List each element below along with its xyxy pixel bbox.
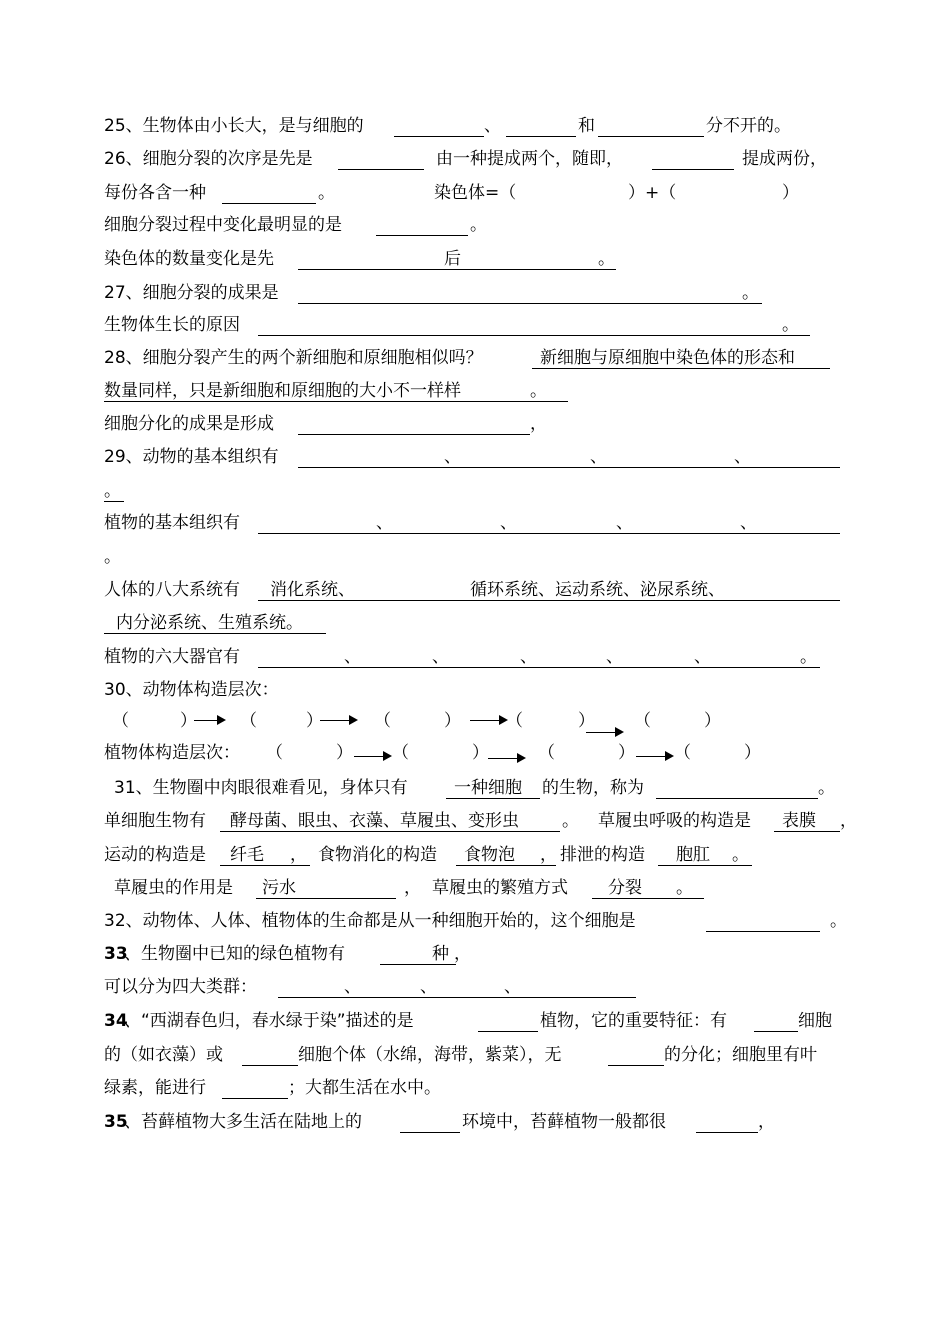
q26-dot: 。	[318, 183, 335, 203]
q26-line4	[0, 246, 950, 272]
q29-dot: 。	[104, 481, 121, 501]
q26-change-end: 。	[470, 215, 487, 235]
q34-cell: 细胞	[798, 1011, 832, 1031]
paren-open: （	[674, 743, 691, 763]
q28-text: 28、细胞分裂产生的两个新细胞和原细胞相似吗？	[104, 348, 483, 368]
question-30	[0, 677, 950, 703]
sep: 、	[504, 977, 521, 997]
answer-underline	[446, 798, 540, 799]
answer-underline	[774, 831, 840, 832]
sep: 、	[694, 647, 711, 667]
question-28	[0, 345, 950, 371]
q29-systems	[0, 577, 950, 603]
q28-diff: 细胞分化的成果是形成	[104, 414, 274, 434]
blank[interactable]	[222, 203, 316, 204]
q30-title: 30、动物体构造层次：	[104, 680, 279, 700]
blank[interactable]	[298, 467, 840, 468]
sep: 、	[444, 447, 461, 467]
blank[interactable]	[652, 169, 734, 170]
q28-answer: 新细胞与原细胞中染色体的形态和	[540, 348, 795, 368]
answer-underline	[220, 865, 310, 866]
question-26	[0, 146, 950, 172]
q31-excrete: 排泄的构造	[560, 845, 645, 865]
plant-levels	[0, 740, 950, 766]
blank[interactable]	[506, 136, 576, 137]
answer-underline	[258, 600, 840, 601]
question-27	[0, 280, 950, 306]
q29-plant-text: 植物的基本组织有	[104, 513, 240, 533]
blank[interactable]	[754, 1031, 798, 1032]
answer-underline	[104, 401, 568, 402]
sep: 、	[376, 513, 393, 533]
sep: 、	[432, 647, 449, 667]
q31-answer: 胞肛	[676, 845, 710, 865]
systems-answer: 消化系统、	[270, 580, 355, 600]
organs-text: 植物的六大器官有	[104, 647, 240, 667]
q27-growth-end: 。	[782, 315, 799, 335]
q35-env: 环境中，苔藓植物一般都很	[462, 1112, 666, 1132]
q34-text: 、“西湖春色归，春水绿于染”描述的是	[124, 1011, 414, 1031]
q26-after: 后	[444, 249, 461, 269]
q29-plant-dot	[0, 544, 950, 570]
blank[interactable]	[400, 1132, 460, 1133]
blank[interactable]	[608, 1065, 664, 1066]
q34-line2	[0, 1042, 950, 1068]
sep: 、	[616, 513, 633, 533]
arrow-icon	[586, 732, 622, 733]
blank[interactable]	[222, 1098, 288, 1099]
formula-plus: ）+（	[628, 183, 677, 203]
question-35	[0, 1109, 950, 1135]
q34-multi: 细胞个体（水绵，海带，紫菜），无	[298, 1045, 562, 1065]
q26-count-end: 。	[598, 249, 615, 269]
q31-answer: 纤毛	[230, 845, 264, 865]
blank[interactable]	[478, 1031, 538, 1032]
q29-plant	[0, 510, 950, 536]
sep: 、	[606, 647, 623, 667]
blank[interactable]	[338, 169, 424, 170]
q28-line2	[0, 378, 950, 404]
paren-close: ）	[618, 743, 635, 763]
systems-text: 人体的八大系统有	[104, 580, 240, 600]
q28-diff-end: ，	[530, 414, 547, 434]
sep: 、	[740, 513, 757, 533]
q31-dot: 。	[676, 878, 693, 898]
q31-answer: 酵母菌、眼虫、衣藻、草履虫、变形虫	[230, 811, 519, 831]
q29-plant-end: 。	[104, 547, 121, 567]
answer-underline	[256, 898, 396, 899]
q26-each: 每份各含一种	[104, 183, 206, 203]
q31-role: 草履虫的作用是	[114, 878, 233, 898]
paren-open: （	[392, 743, 409, 763]
question-31	[0, 775, 950, 801]
q31-answer: 一种细胞	[454, 778, 522, 798]
q27-end: 。	[742, 283, 759, 303]
arrow-icon	[354, 756, 390, 757]
q31-line4	[0, 875, 950, 901]
q34-number: 34	[104, 1011, 128, 1031]
q32-text: 32、动物体、人体、植物体的生命都是从一种细胞开始的，这个细胞是	[104, 911, 636, 931]
sep: 、	[344, 977, 361, 997]
sep: 、	[734, 447, 751, 467]
question-25	[0, 113, 950, 139]
q31-comma: ，	[404, 878, 421, 898]
blank[interactable]	[394, 136, 484, 137]
q32-end: 。	[830, 911, 847, 931]
plant-levels-label: 植物体构造层次：	[104, 743, 240, 763]
arrow-icon	[470, 720, 506, 721]
q31-dot: 。	[732, 845, 749, 865]
paren-close: ）	[578, 711, 595, 731]
q26-change: 细胞分裂过程中变化最明显的是	[104, 215, 342, 235]
q33-unit: 种	[432, 944, 449, 964]
paren-close: ）	[444, 711, 461, 731]
question-29	[0, 444, 950, 470]
blank[interactable]	[258, 335, 810, 336]
paren-open: （	[634, 711, 651, 731]
sep: 、	[420, 977, 437, 997]
q29-dot-line	[0, 478, 950, 504]
blank[interactable]	[656, 798, 818, 799]
sep: 、	[590, 447, 607, 467]
q31-repro: 草履虫的繁殖方式	[432, 878, 568, 898]
q35-text: 、苔藓植物大多生活在陆地上的	[124, 1112, 362, 1132]
paren-open: （	[374, 711, 391, 731]
q28-line3	[0, 411, 950, 437]
q26-text: 26、细胞分裂的次序是先是	[104, 149, 313, 169]
q27-growth: 生物体生长的原因	[104, 315, 240, 335]
sep: 、	[500, 513, 517, 533]
q34-diff: 的分化；细胞里有叶	[664, 1045, 817, 1065]
q27-text: 27、细胞分裂的成果是	[104, 283, 279, 303]
sep: 、	[344, 647, 361, 667]
q31-end: 。	[818, 778, 835, 798]
q26-mid: 由一种提成两个，随即，	[436, 149, 623, 169]
answer-underline	[532, 368, 830, 369]
q34-line3	[0, 1075, 950, 1101]
answer-underline	[658, 865, 752, 866]
paren-open: （	[266, 743, 283, 763]
q34-water: ；大都生活在水中。	[288, 1078, 441, 1098]
question-33	[0, 941, 950, 967]
q27-line2	[0, 312, 950, 338]
arrow-icon	[488, 758, 524, 759]
q29-organs	[0, 644, 950, 670]
answer-underline	[220, 831, 560, 832]
q35-number: 35	[104, 1112, 128, 1132]
question-32	[0, 908, 950, 934]
q25-sep: 、	[484, 116, 501, 136]
paren-close: ）	[704, 711, 721, 731]
q31-single: 单细胞生物有	[104, 811, 206, 831]
answer-underline	[456, 865, 556, 866]
q31-answer: 表膜	[782, 811, 816, 831]
blank[interactable]	[104, 501, 124, 502]
organs-end: 。	[800, 647, 817, 667]
q26-end: 提成两份，	[742, 149, 827, 169]
paren-close: ）	[744, 743, 761, 763]
q33-text: 、生物圈中已知的绿色植物有	[124, 944, 345, 964]
question-34	[0, 1008, 950, 1034]
q33-line2	[0, 974, 950, 1000]
q33-comma: ，	[454, 944, 471, 964]
q28-answer-end: 。	[530, 381, 547, 401]
paren-close: ）	[180, 711, 197, 731]
q31-digest: 食物消化的构造	[318, 845, 437, 865]
q26-line3	[0, 212, 950, 238]
paren-close: ）	[336, 743, 353, 763]
q33-number: 33	[104, 944, 128, 964]
q31-line3	[0, 842, 950, 868]
q31-mid: 的生物，称为	[542, 778, 644, 798]
systems-answer: 内分泌系统、生殖系统。	[116, 613, 303, 633]
systems-answer: 循环系统、运动系统、泌尿系统、	[470, 580, 725, 600]
q31-text: 31、生物圈中肉眼很难看见，身体只有	[114, 778, 408, 798]
sep: 、	[520, 647, 537, 667]
answer-underline	[104, 633, 326, 634]
answer-underline	[592, 898, 704, 899]
blank[interactable]	[696, 1132, 758, 1133]
q31-answer: 污水	[262, 878, 296, 898]
q31-answer: 分裂	[608, 878, 642, 898]
q28-answer-cont: 数量同样，只是新细胞和原细胞的大小不一样样	[104, 381, 461, 401]
paren-close: ）	[306, 711, 323, 731]
q25-and: 和	[578, 116, 595, 136]
animal-levels	[0, 708, 950, 734]
q31-dot: 。	[562, 811, 579, 831]
q25-end: 分不开的。	[706, 116, 791, 136]
blank[interactable]	[598, 136, 704, 137]
paren-open: （	[506, 711, 523, 731]
blank[interactable]	[298, 303, 762, 304]
q26-line2	[0, 180, 950, 206]
q25-text: 25、生物体由小长大，是与细胞的	[104, 116, 364, 136]
q31-move: 运动的构造是	[104, 845, 206, 865]
blank[interactable]	[258, 667, 820, 668]
q26-count: 染色体的数量变化是先	[104, 249, 274, 269]
q31-breath: 草履虫呼吸的构造是	[598, 811, 751, 831]
q35-comma: ，	[758, 1112, 775, 1132]
blank[interactable]	[242, 1065, 298, 1066]
formula-close: ）	[782, 183, 799, 203]
paren-close: ）	[472, 743, 489, 763]
paren-open: （	[112, 711, 129, 731]
q31-comma: ，	[540, 845, 557, 865]
q29-systems-cont	[0, 610, 950, 636]
arrow-icon	[636, 756, 672, 757]
blank[interactable]	[706, 931, 820, 932]
q31-answer: 食物泡	[464, 845, 515, 865]
blank[interactable]	[298, 434, 530, 435]
blank[interactable]	[278, 997, 636, 998]
q34-feature: 植物，它的重要特征：有	[540, 1011, 727, 1031]
q34-example: 的（如衣藻）或	[104, 1045, 223, 1065]
arrow-icon	[194, 720, 224, 721]
paren-open: （	[538, 743, 555, 763]
q33-groups: 可以分为四大类群：	[104, 977, 257, 997]
q31-comma: ，	[840, 811, 857, 831]
q31-comma: ，	[290, 845, 307, 865]
q29-text: 29、动物的基本组织有	[104, 447, 279, 467]
paren-open: （	[240, 711, 257, 731]
q34-chlorophyll: 绿素，能进行	[104, 1078, 206, 1098]
arrow-icon	[320, 720, 356, 721]
chromosome-formula: 染色体=（	[434, 183, 517, 203]
q31-line2	[0, 808, 950, 834]
blank[interactable]	[376, 235, 468, 236]
